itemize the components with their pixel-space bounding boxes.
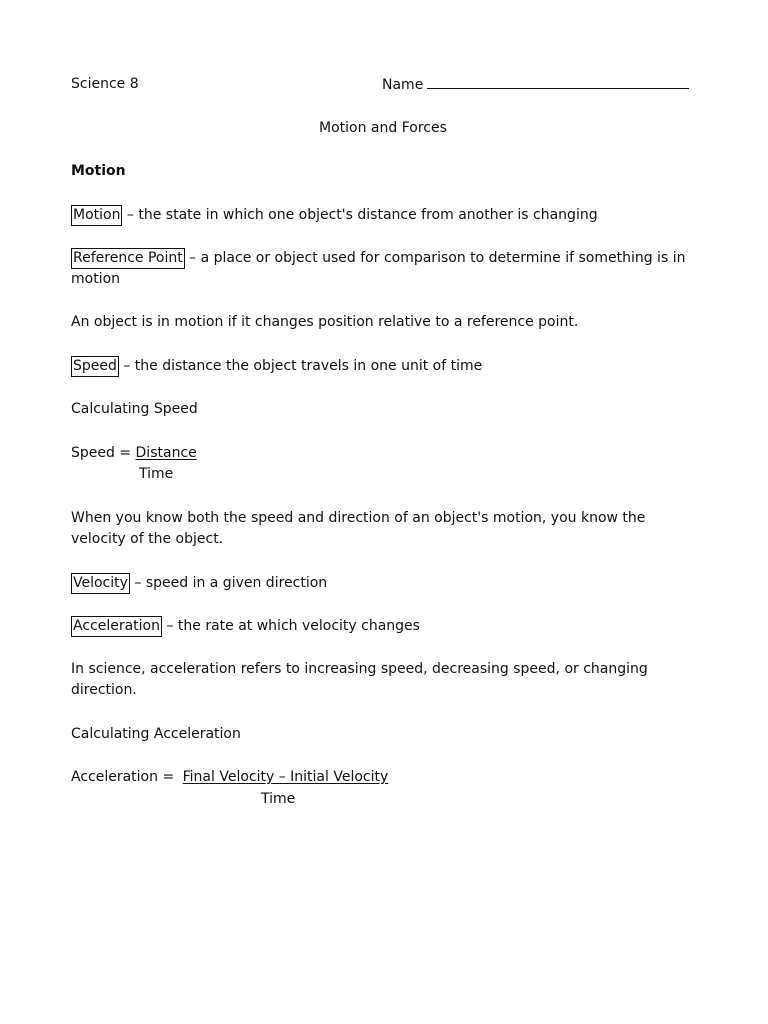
name-blank-line: [427, 74, 689, 89]
acceleration-formula-numerator: Final Velocity – Initial Velocity: [182, 769, 389, 785]
definition-motion-text: – the state in which one object's distance from another is changing: [122, 207, 598, 223]
definition-velocity-text: – speed in a given direction: [129, 575, 328, 591]
definition-speed: [71, 356, 482, 377]
definition-velocity: [71, 573, 327, 594]
statement-acceleration-intro-2: direction.: [71, 682, 137, 698]
definition-reference-point: [71, 248, 685, 269]
term-velocity: Velocity: [71, 573, 130, 594]
acceleration-formula: [71, 767, 388, 788]
definition-reference-point-cont: motion: [71, 271, 121, 287]
acceleration-formula-lhs: Acceleration =: [71, 769, 179, 785]
acceleration-formula-denominator: Time: [261, 791, 296, 807]
definition-acceleration: [71, 616, 420, 637]
section-heading: Motion: [71, 163, 126, 179]
page-title: Motion and Forces: [319, 120, 447, 136]
name-label: Name: [382, 77, 424, 93]
term-speed: Speed: [71, 356, 119, 377]
speed-formula-lhs: Speed =: [71, 445, 136, 461]
acceleration-formula-heading: Calculating Acceleration: [71, 726, 241, 742]
definition-reference-point-text: – a place or object used for comparison to determine if something is in: [184, 250, 686, 266]
definition-acceleration-text: – the rate at which velocity changes: [162, 618, 420, 634]
statement-motion-relative: An object is in motion if it changes position relative to a reference point.: [71, 314, 579, 330]
class-label: Science 8: [71, 76, 139, 92]
statement-velocity-intro-2: velocity of the object.: [71, 531, 224, 547]
definition-speed-text: – the distance the object travels in one unit of time: [118, 358, 483, 374]
term-motion: Motion: [71, 205, 122, 226]
term-reference-point: Reference Point: [71, 248, 185, 269]
statement-acceleration-intro-1: In science, acceleration refers to increasing speed, decreasing speed, or changing: [71, 661, 648, 677]
speed-formula: [71, 443, 197, 464]
speed-formula-numerator: Distance: [135, 445, 197, 461]
definition-motion: [71, 205, 598, 226]
statement-velocity-intro-1: When you know both the speed and direction of an object's motion, you know the: [71, 510, 646, 526]
speed-formula-denominator: Time: [139, 466, 174, 482]
name-field: [382, 74, 689, 96]
speed-formula-heading: Calculating Speed: [71, 401, 198, 417]
term-acceleration: Acceleration: [71, 616, 162, 637]
